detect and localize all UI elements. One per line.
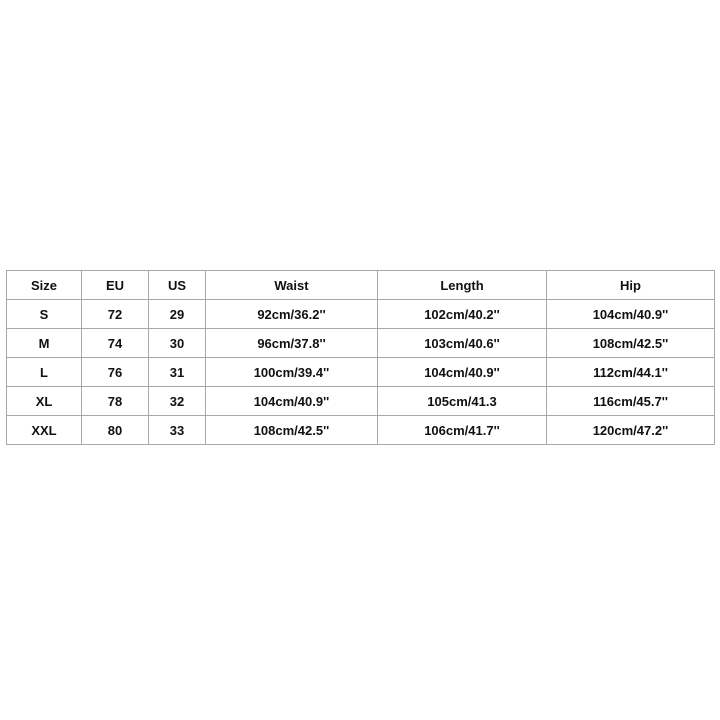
cell-us: 31 <box>149 358 206 387</box>
cell-us: 32 <box>149 387 206 416</box>
cell-hip: 112cm/44.1'' <box>547 358 715 387</box>
cell-eu: 78 <box>82 387 149 416</box>
header-eu: EU <box>82 271 149 300</box>
cell-size: XL <box>7 387 82 416</box>
table-row <box>7 358 715 387</box>
header-row <box>7 271 715 300</box>
header-waist: Waist <box>206 271 378 300</box>
cell-length: 104cm/40.9'' <box>378 358 547 387</box>
cell-eu: 72 <box>82 300 149 329</box>
cell-eu: 80 <box>82 416 149 445</box>
cell-length: 106cm/41.7'' <box>378 416 547 445</box>
cell-size: M <box>7 329 82 358</box>
cell-waist: 100cm/39.4'' <box>206 358 378 387</box>
table-row <box>7 300 715 329</box>
cell-length: 103cm/40.6'' <box>378 329 547 358</box>
cell-waist: 96cm/37.8'' <box>206 329 378 358</box>
cell-eu: 74 <box>82 329 149 358</box>
cell-length: 102cm/40.2'' <box>378 300 547 329</box>
cell-us: 29 <box>149 300 206 329</box>
table-row <box>7 416 715 445</box>
header-hip: Hip <box>547 271 715 300</box>
cell-hip: 108cm/42.5'' <box>547 329 715 358</box>
cell-us: 30 <box>149 329 206 358</box>
cell-waist: 104cm/40.9'' <box>206 387 378 416</box>
cell-size: XXL <box>7 416 82 445</box>
cell-hip: 104cm/40.9'' <box>547 300 715 329</box>
header-size: Size <box>7 271 82 300</box>
table-row <box>7 329 715 358</box>
size-chart-table <box>6 270 715 445</box>
cell-size: L <box>7 358 82 387</box>
cell-length: 105cm/41.3 <box>378 387 547 416</box>
header-length: Length <box>378 271 547 300</box>
cell-hip: 120cm/47.2'' <box>547 416 715 445</box>
cell-waist: 92cm/36.2'' <box>206 300 378 329</box>
cell-hip: 116cm/45.7'' <box>547 387 715 416</box>
cell-eu: 76 <box>82 358 149 387</box>
cell-size: S <box>7 300 82 329</box>
table-row <box>7 387 715 416</box>
cell-waist: 108cm/42.5'' <box>206 416 378 445</box>
header-us: US <box>149 271 206 300</box>
cell-us: 33 <box>149 416 206 445</box>
